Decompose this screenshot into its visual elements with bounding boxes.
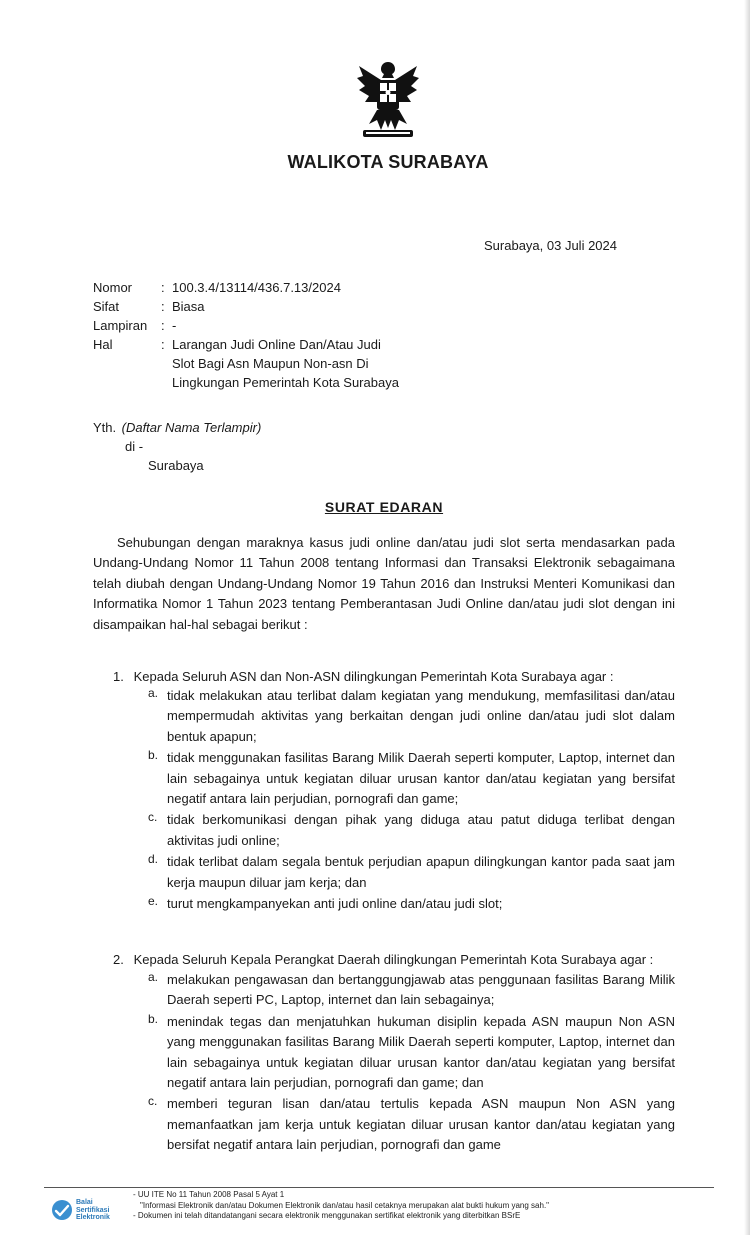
item-text: turut mengkampanyekan anti judi online dan/atau judi slot; <box>167 896 503 912</box>
meta-row-sifat <box>93 297 402 316</box>
list-item <box>148 686 675 747</box>
meta-label: Sifat <box>93 299 120 314</box>
recipient-city: Surabaya <box>148 458 204 473</box>
item-letter: a. <box>148 970 159 984</box>
point-number: 1. <box>113 669 124 684</box>
item-text: menindak tegas dan menjatuhkan hukuman disiplin kepada ASN maupun Non ASN yang menggunakan fasilitas Barang Milik Daerah seperti komputer, Laptop, internet dan lain sebagainya untuk kegiatan diluar urusan kantor dan/atau kegiatan yang bersifat negatif antara lain perjudian, pornografi dan game; dan <box>167 1013 675 1091</box>
point-2-heading <box>113 950 653 970</box>
item-text: memberi teguran lisan dan/atau tertulis kepada ASN maupun Non ASN yang memanfaatkan jam kerja untuk kegiatan diluar urusan kantor dan/atau kegiatan yang bersifat negatif antara lain perjudian, pornografi dan game <box>167 1096 675 1153</box>
item-letter: a. <box>148 686 159 700</box>
point-text: Kepada Seluruh Kepala Perangkat Daerah dilingkungan Pemerintah Kota Surabaya agar : <box>133 952 654 967</box>
item-text: tidak menggunakan fasilitas Barang Milik Daerah seperti komputer, Laptop, internet dan lain sebagainya untuk kegiatan diluar urusan kantor dan/atau kegiatan yang bersifat negatif antara lain perjudian, pornografi dan game; <box>167 750 675 807</box>
list-item <box>148 810 675 851</box>
list-item <box>148 852 675 893</box>
recipient-block <box>93 418 261 475</box>
footer-divider <box>44 1187 714 1188</box>
meta-row-nomor <box>93 278 402 297</box>
list-item <box>148 1094 675 1155</box>
meta-value: Larangan Judi Online Dan/Atau Judi Slot Bagi Asn Maupun Non-asn Di Lingkungan Pemerintah Kota Surabaya <box>172 337 399 390</box>
logo-line: Sertifikasi <box>76 1206 110 1214</box>
meta-colon: : <box>161 318 165 333</box>
garuda-crest-icon <box>355 58 421 142</box>
item-letter: b. <box>148 1011 159 1026</box>
list-item <box>148 894 675 914</box>
meta-value: 100.3.4/13114/436.7.13/2024 <box>172 280 341 295</box>
recipient-list: (Daftar Nama Terlampir) <box>121 420 262 435</box>
item-letter: e. <box>148 894 159 909</box>
bsre-logo-icon <box>51 1199 73 1221</box>
logo-line: Balai <box>76 1199 93 1206</box>
recipient-di: di - <box>125 439 144 454</box>
item-text: tidak terlibat dalam segala bentuk perjudian apapun dilingkungan kantor pada saat jam kerja maupun diluar jam kerja; dan <box>167 854 675 890</box>
item-text: tidak melakukan atau terlibat dalam kegiatan yang mendukung, memfasilitasi dan/atau mempermudah aktivitas yang berkaitan dengan judi online dan/atau judi slot dalam bentuk apapun; <box>167 688 675 744</box>
place-date: Surabaya, 03 Juli 2024 <box>484 238 617 253</box>
point-2-list <box>148 970 675 1157</box>
page-edge-shadow <box>744 0 750 1235</box>
intro-paragraph: Sehubungan dengan maraknya kasus judi online dan/atau judi slot serta mendasarkan pada Undang-Undang Nomor 11 Tahun 2008 tentang Informasi dan Transaksi Elektronik sebagaimana telah diubah dengan Undang-Undang Nomor 19 Tahun 2016 dan Instruksi Menteri Komunikasi dan Informatika Nomor 1 Tahun 2023 tentang Pemberantasan Judi Online dan/atau judi slot dengan ini disampaikan hal-hal sebagai berikut : <box>93 535 675 632</box>
item-text: melakukan pengawasan dan bertanggungjawab atas penggunaan fasilitas Barang Milik Daerah seperti PC, Laptop, internet dan lain sebagainya; <box>167 972 675 1008</box>
bsre-logo <box>51 1199 110 1222</box>
list-item <box>148 970 675 1011</box>
meta-label: Nomor <box>93 280 133 295</box>
meta-label: Lampiran <box>93 318 148 333</box>
point-1-list <box>148 686 675 915</box>
meta-colon: : <box>161 337 165 352</box>
point-1-heading <box>113 667 614 687</box>
letter-meta <box>93 278 402 392</box>
meta-colon: : <box>161 280 165 295</box>
footer-note: - UU ITE No 11 Tahun 2008 Pasal 5 Ayat 1 <box>133 1190 285 1199</box>
meta-value: - <box>172 318 177 333</box>
meta-row-hal <box>93 335 402 392</box>
meta-value: Biasa <box>172 299 205 314</box>
meta-row-lampiran <box>93 316 402 335</box>
item-letter: b. <box>148 748 159 763</box>
item-letter: d. <box>148 852 159 867</box>
meta-colon: : <box>161 299 165 314</box>
list-item <box>148 1012 675 1094</box>
list-item <box>148 748 675 809</box>
logo-line: Elektronik <box>76 1214 110 1221</box>
bsre-logo-text <box>76 1199 110 1222</box>
item-text: tidak berkomunikasi dengan pihak yang diduga atau patut diduga terlibat dengan aktivitas judi online; <box>167 812 675 848</box>
footer-notes <box>133 1190 549 1222</box>
meta-label: Hal <box>93 337 113 352</box>
footer-note: "Informasi Elektronik dan/atau Dokumen Elektronik dan/atau hasil cetaknya merupakan alat bukti hukum yang sah." <box>140 1200 550 1210</box>
point-text: Kepada Seluruh ASN dan Non-ASN dilingkungan Pemerintah Kota Surabaya agar : <box>133 669 614 684</box>
recipient-prefix: Yth. <box>93 420 117 435</box>
item-letter: c. <box>148 1094 158 1109</box>
footer-note: - Dokumen ini telah ditandatangani secara elektronik menggunakan sertifikat elektronik yang diterbitkan BSrE <box>133 1211 521 1220</box>
document-title: SURAT EDARAN <box>324 499 444 515</box>
issuer-title: WALIKOTA SURABAYA <box>287 152 489 172</box>
item-letter: c. <box>148 810 158 825</box>
point-number: 2. <box>113 952 124 967</box>
